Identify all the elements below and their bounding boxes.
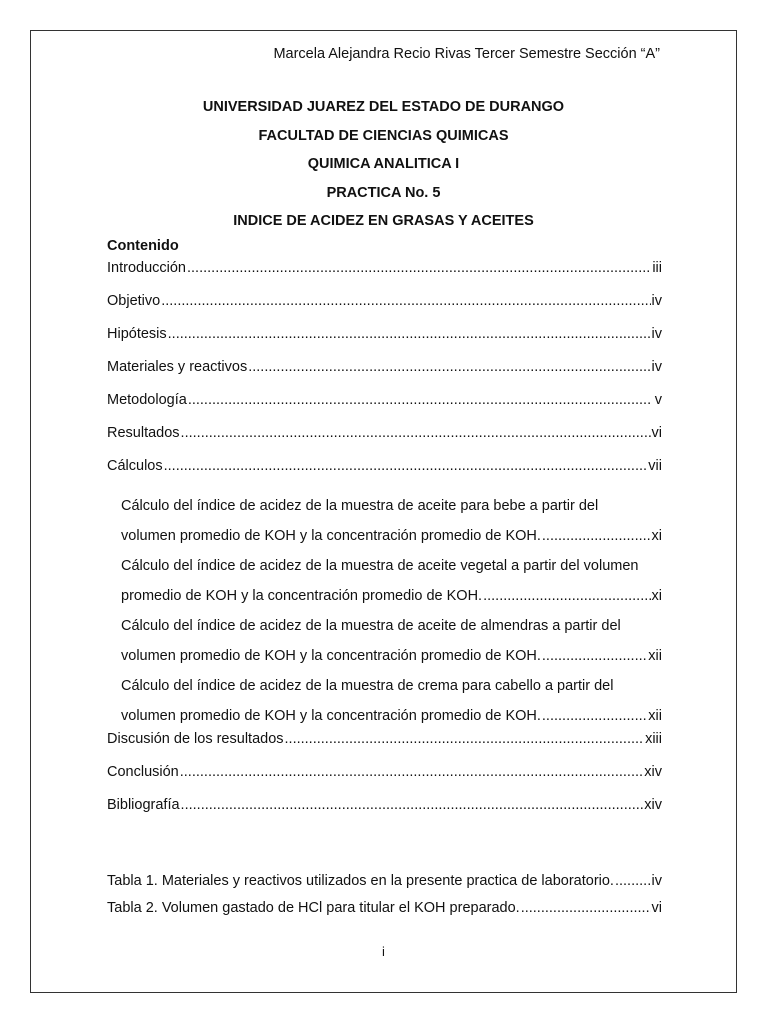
toc-entry-materiales[interactable] bbox=[107, 359, 662, 392]
dot-leader bbox=[187, 260, 651, 276]
university-title: UNIVERSIDAD JUAREZ DEL ESTADO DE DURANGO bbox=[202, 99, 565, 115]
toc-entry-label: Conclusión bbox=[107, 764, 179, 780]
toc-entry-calculos[interactable] bbox=[107, 458, 662, 491]
toc-entry-page: xii bbox=[648, 648, 662, 664]
toc-entry-resultados[interactable] bbox=[107, 425, 662, 458]
table-entry-label: Tabla 2. Volumen gastado de HCl para titular el KOH preparado. bbox=[107, 900, 520, 916]
toc-subentry-line: Cálculo del índice de acidez de la muestra de aceite vegetal a partir del volumen bbox=[121, 558, 639, 574]
table-entry-2[interactable] bbox=[107, 900, 662, 927]
table-entry-label: Tabla 1. Materiales y reactivos utilizados en la presente practica de laboratorio. bbox=[107, 873, 614, 889]
dot-leader bbox=[188, 392, 650, 408]
toc-entry-label: Cálculos bbox=[107, 458, 163, 474]
dot-leader bbox=[181, 797, 644, 813]
table-entry-1[interactable] bbox=[107, 873, 662, 900]
toc-subentry-line: promedio de KOH y la concentración promedio de KOH. bbox=[121, 588, 483, 604]
toc-entry-label: Metodología bbox=[107, 392, 187, 408]
toc-subentry-line: volumen promedio de KOH y la concentración promedio de KOH. bbox=[121, 708, 541, 724]
author-line: Marcela Alejandra Recio Rivas Tercer Semestre Sección “A” bbox=[273, 46, 660, 62]
toc-entry-label: Materiales y reactivos bbox=[107, 359, 248, 375]
toc-subentry[interactable] bbox=[107, 491, 662, 551]
toc-entry-page: xii bbox=[648, 708, 662, 724]
course-title: QUIMICA ANALITICA I bbox=[307, 156, 460, 172]
toc-entry-label: Hipótesis bbox=[107, 326, 167, 342]
toc-entry-page: xiv bbox=[644, 764, 662, 780]
toc-entry-page: xiii bbox=[645, 731, 662, 747]
table-of-contents bbox=[107, 238, 662, 830]
toc-entry-page: iv bbox=[651, 359, 662, 375]
toc-entry-page: xi bbox=[651, 528, 662, 544]
toc-subentry-line: volumen promedio de KOH y la concentración promedio de KOH. bbox=[121, 648, 541, 664]
dot-leader bbox=[615, 873, 651, 889]
toc-entry-metodologia[interactable] bbox=[107, 392, 662, 425]
toc-entry-page: xiv bbox=[644, 797, 662, 813]
dot-leader bbox=[181, 425, 651, 441]
dot-leader bbox=[521, 900, 651, 916]
toc-subentry[interactable] bbox=[107, 611, 662, 671]
toc-subentry[interactable] bbox=[107, 551, 662, 611]
dot-leader bbox=[180, 764, 644, 780]
toc-subentry-line: Cálculo del índice de acidez de la muestra de aceite de almendras a partir del bbox=[121, 618, 621, 634]
table-entry-page: vi bbox=[651, 900, 662, 916]
toc-entry-label: Resultados bbox=[107, 425, 180, 441]
dot-leader bbox=[285, 731, 645, 747]
toc-entry-label: Objetivo bbox=[107, 293, 161, 309]
title-block bbox=[31, 93, 736, 236]
toc-subentry-line: Cálculo del índice de acidez de la muestra de crema para cabello a partir del bbox=[121, 678, 614, 694]
dot-leader bbox=[161, 293, 650, 309]
toc-entry-discusion[interactable] bbox=[107, 731, 662, 764]
toc-subentry[interactable] bbox=[107, 671, 662, 731]
toc-entry-label: Introducción bbox=[107, 260, 186, 276]
page-number: i bbox=[382, 944, 385, 959]
faculty-title: FACULTAD DE CIENCIAS QUIMICAS bbox=[258, 127, 509, 144]
toc-entry-conclusion[interactable] bbox=[107, 764, 662, 797]
toc-entry-page: xi bbox=[651, 588, 662, 604]
dot-leader bbox=[164, 458, 648, 474]
document-page bbox=[30, 30, 737, 993]
dot-leader bbox=[542, 521, 651, 551]
toc-entry-label: Discusión de los resultados bbox=[107, 731, 284, 747]
toc-entry-objetivo[interactable] bbox=[107, 293, 662, 326]
dot-leader bbox=[542, 701, 647, 731]
toc-entry-page: iii bbox=[652, 260, 662, 276]
toc-subentry-line: Cálculo del índice de acidez de la muestra de aceite para bebe a partir del bbox=[121, 498, 599, 514]
toc-subentry-line: volumen promedio de KOH y la concentración promedio de KOH. bbox=[121, 528, 541, 544]
toc-heading: Contenido bbox=[107, 238, 179, 254]
toc-entry-page: iv bbox=[651, 293, 662, 309]
toc-entry-bibliografia[interactable] bbox=[107, 797, 662, 830]
dot-leader bbox=[483, 581, 650, 611]
toc-entry-hipotesis[interactable] bbox=[107, 326, 662, 359]
table-entry-page: iv bbox=[651, 873, 662, 889]
practice-number: PRACTICA No. 5 bbox=[326, 184, 441, 201]
list-of-tables bbox=[107, 873, 662, 927]
practice-title: INDICE DE ACIDEZ EN GRASAS Y ACEITES bbox=[233, 213, 534, 229]
toc-entry-introduccion[interactable] bbox=[107, 260, 662, 293]
toc-entry-page: vii bbox=[648, 458, 662, 474]
toc-entry-label: Bibliografía bbox=[107, 797, 180, 813]
dot-leader bbox=[248, 359, 650, 375]
toc-entry-page: iv bbox=[651, 326, 662, 342]
toc-entry-page: vi bbox=[651, 425, 662, 441]
dot-leader bbox=[168, 326, 651, 342]
toc-entry-page: v bbox=[650, 392, 662, 408]
dot-leader bbox=[542, 641, 647, 671]
